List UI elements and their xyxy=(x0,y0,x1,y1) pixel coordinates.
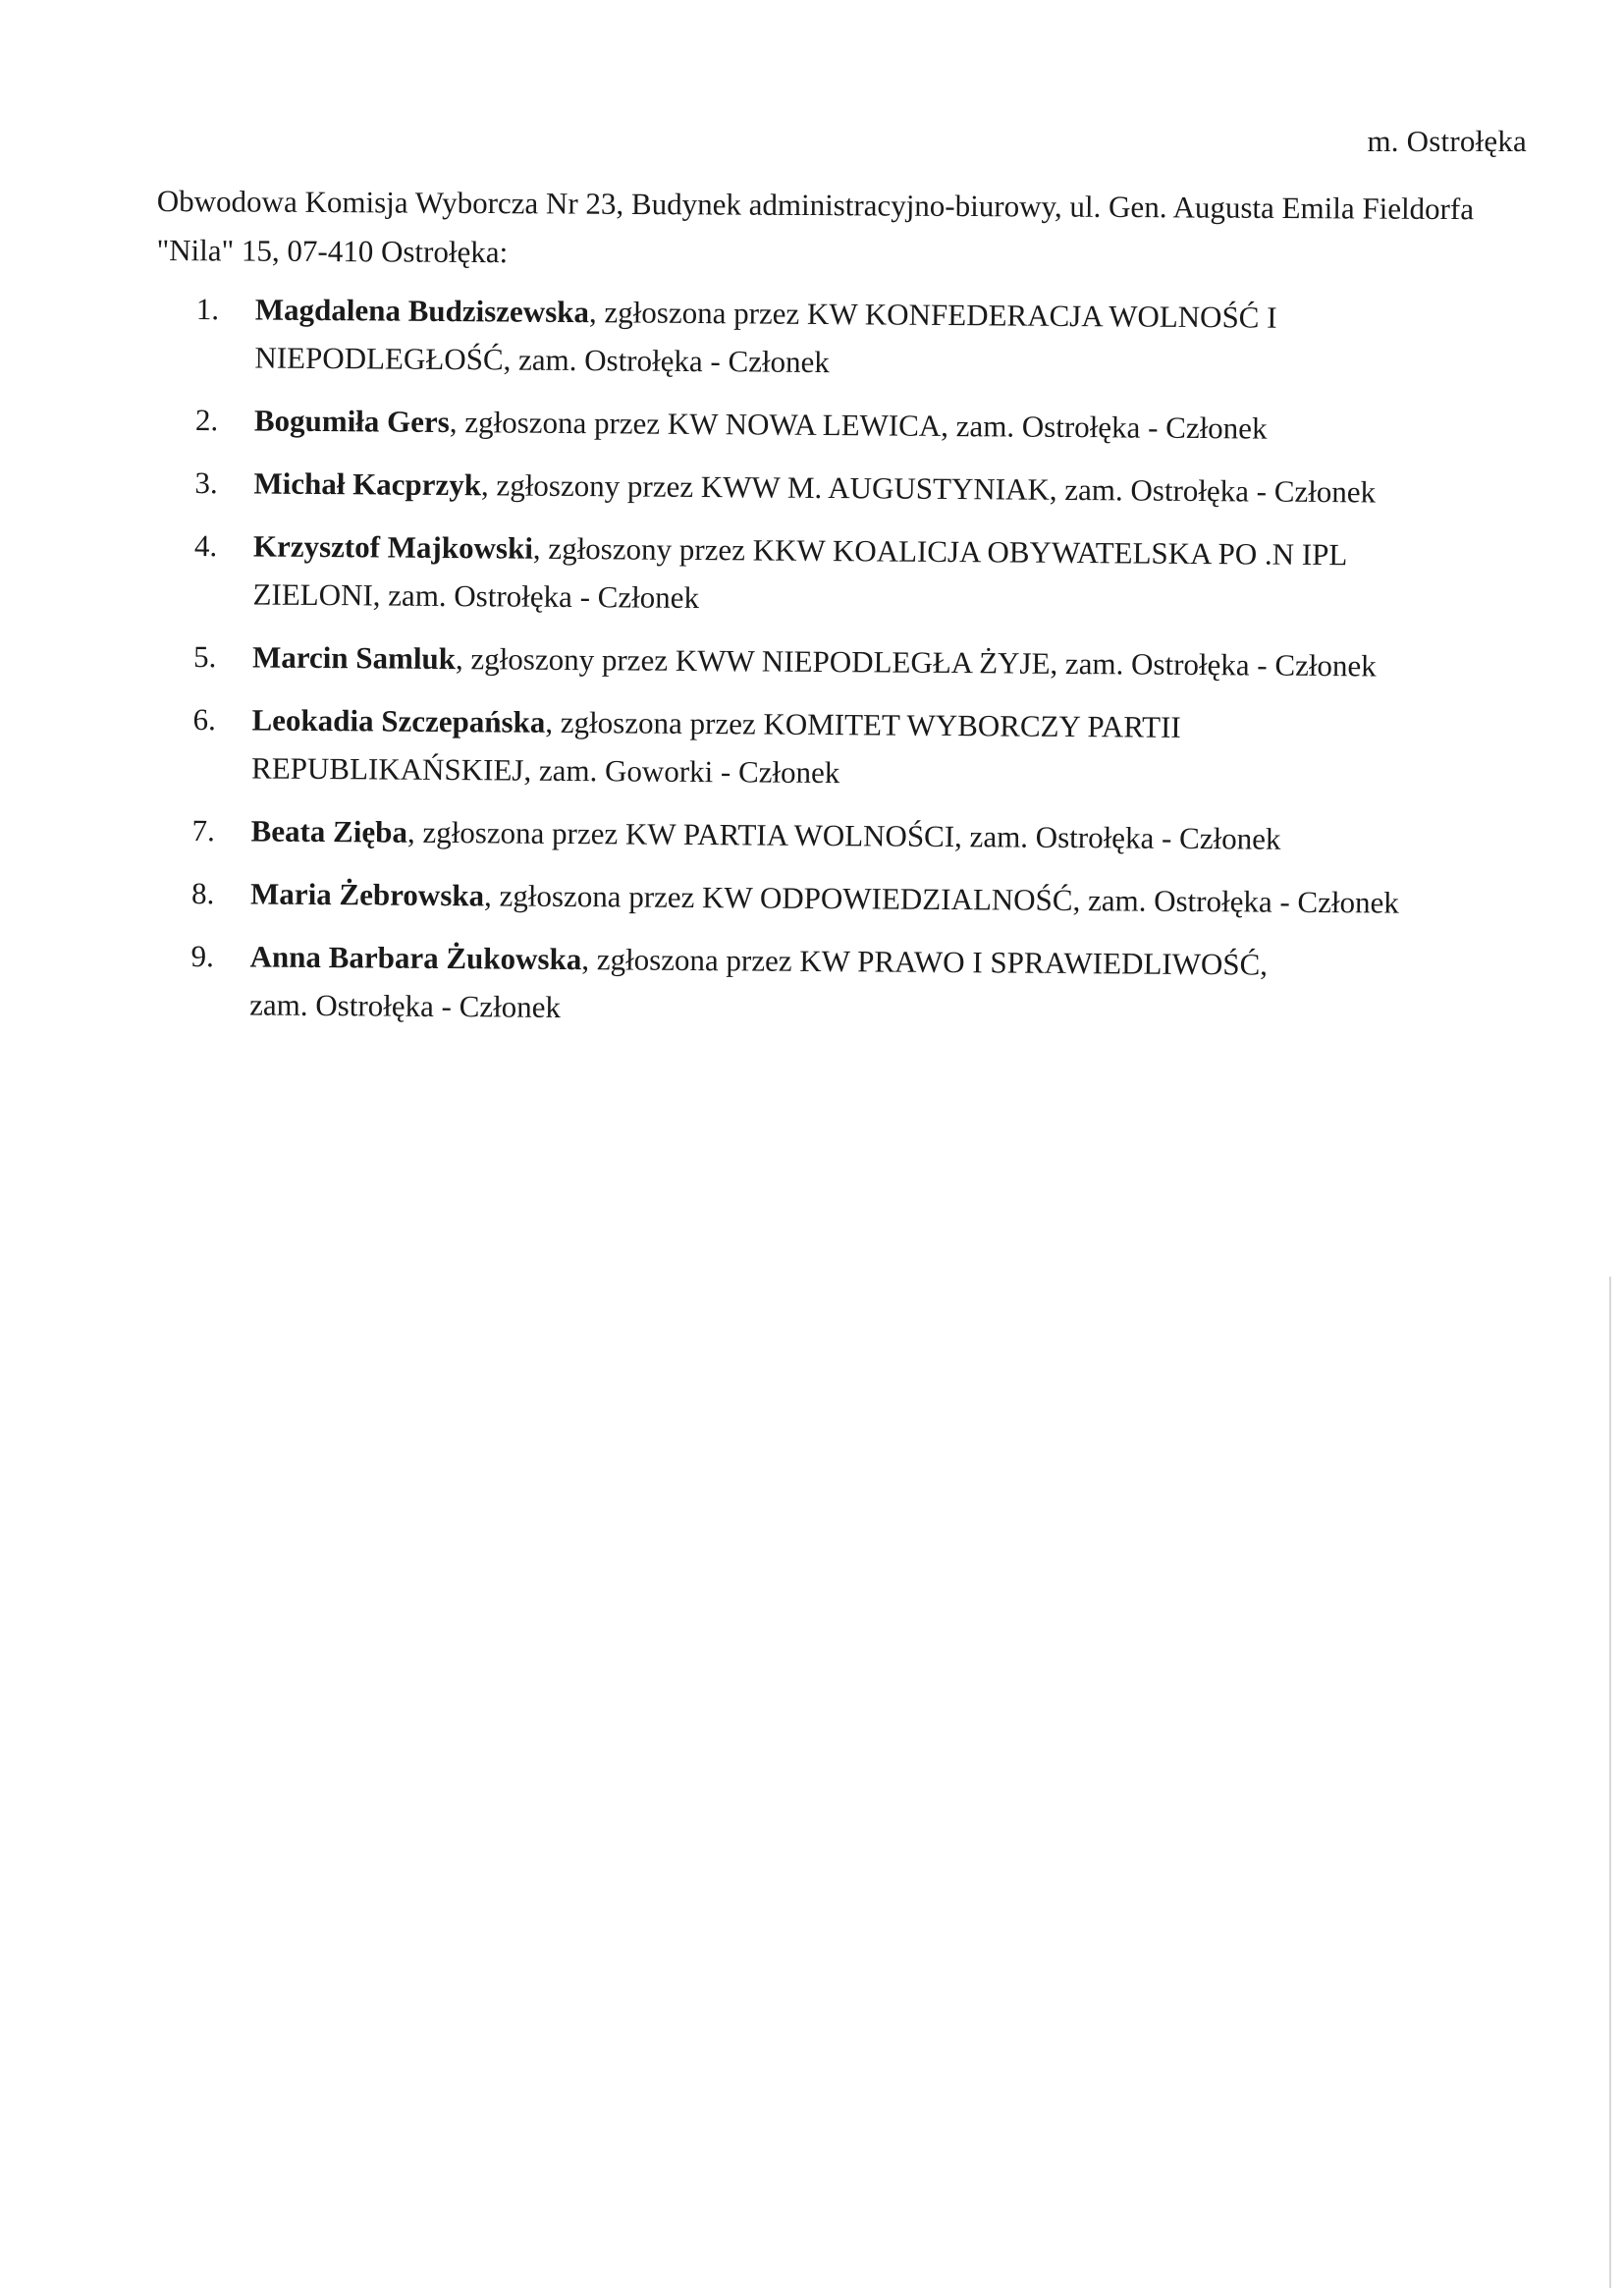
member-line-1 xyxy=(253,459,1471,517)
member-details: , zgłoszona przez KW ODPOWIEDZIALNOŚĆ, zam. Ostrołęka - Członek xyxy=(483,878,1399,920)
member-name: Bogumiła Gers xyxy=(253,403,450,440)
member-name: Beata Zięba xyxy=(250,813,408,849)
member-line-2: zam. Ostrołęka - Członek xyxy=(249,987,562,1024)
list-item xyxy=(190,932,1468,1038)
member-name: Anna Barbara Żukowska xyxy=(249,939,582,977)
member-details: , zgłoszona przez KW KONFEDERACJA WOLNOŚĆ I xyxy=(588,295,1277,335)
member-details: , zgłoszona przez KOMITET WYBORCZY PARTII xyxy=(545,704,1181,744)
member-number: 9. xyxy=(190,938,215,974)
member-line-1 xyxy=(250,869,1468,927)
list-item xyxy=(194,459,1471,517)
member-number: 2. xyxy=(194,402,219,438)
list-item xyxy=(193,521,1471,628)
member-details: , zgłoszona przez KW PRAWO I SPRAWIEDLIWOŚĆ, xyxy=(581,942,1269,982)
member-line-1 xyxy=(252,632,1470,690)
member-number: 4. xyxy=(193,527,218,564)
member-line-2: ZIELONI, zam. Ostrołęka - Członek xyxy=(252,576,700,616)
member-details: , zgłoszony przez KWW NIEPODLEGŁA ŻYJE, zam. Ostrołęka - Członek xyxy=(455,641,1377,683)
member-number: 8. xyxy=(190,875,215,911)
member-number: 3. xyxy=(194,465,218,501)
member-name: Leokadia Szczepańska xyxy=(251,702,546,739)
list-item xyxy=(191,869,1468,927)
member-line-2: REPUBLIKAŃSKIEJ, zam. Goworki - Członek xyxy=(251,750,840,791)
member-name: Krzysztof Majkowski xyxy=(252,528,534,566)
members-list xyxy=(190,285,1473,1053)
member-line-1 xyxy=(250,806,1468,864)
list-item xyxy=(193,632,1470,690)
commission-heading xyxy=(156,177,1532,284)
member-line-1 xyxy=(254,396,1472,454)
member-name: Magdalena Budziszewska xyxy=(254,292,590,330)
commission-heading-line-2: "Nila" 15, 07-410 Ostrołęka: xyxy=(156,232,509,270)
member-number: 1. xyxy=(195,291,220,327)
member-name: Michał Kacprzyk xyxy=(253,465,482,503)
member-number: 5. xyxy=(192,638,217,675)
list-item xyxy=(195,285,1473,391)
member-details: , zgłoszona przez KW NOWA LEWICA, zam. Ostrołęka - Członek xyxy=(449,405,1268,446)
scan-edge-line xyxy=(1609,1277,1611,2288)
member-line-2: NIEPODLEGŁOŚĆ, zam. Ostrołęka - Członek xyxy=(254,340,830,380)
list-item xyxy=(191,806,1468,864)
member-details: , zgłoszona przez KW PARTIA WOLNOŚCI, zam. Ostrołęka - Członek xyxy=(406,814,1281,856)
member-number: 6. xyxy=(192,701,216,738)
member-number: 7. xyxy=(191,812,216,848)
list-item xyxy=(192,695,1470,801)
list-item xyxy=(195,396,1472,454)
member-name: Maria Żebrowska xyxy=(249,876,485,913)
commission-heading-line-1: Obwodowa Komisja Wyborcza Nr 23, Budynek administracyjno-biurowy, ul. Gen. Augusta Emila Fieldorfa xyxy=(156,183,1475,227)
member-details: , zgłoszony przez KKW KOALICJA OBYWATELSKA PO .N IPL xyxy=(532,530,1348,573)
member-details: , zgłoszony przez KWW M. AUGUSTYNIAK, zam. Ostrołęka - Członek xyxy=(480,467,1377,510)
member-name: Marcin Samluk xyxy=(251,639,457,677)
location-header: m. Ostrołęka xyxy=(1367,124,1527,158)
